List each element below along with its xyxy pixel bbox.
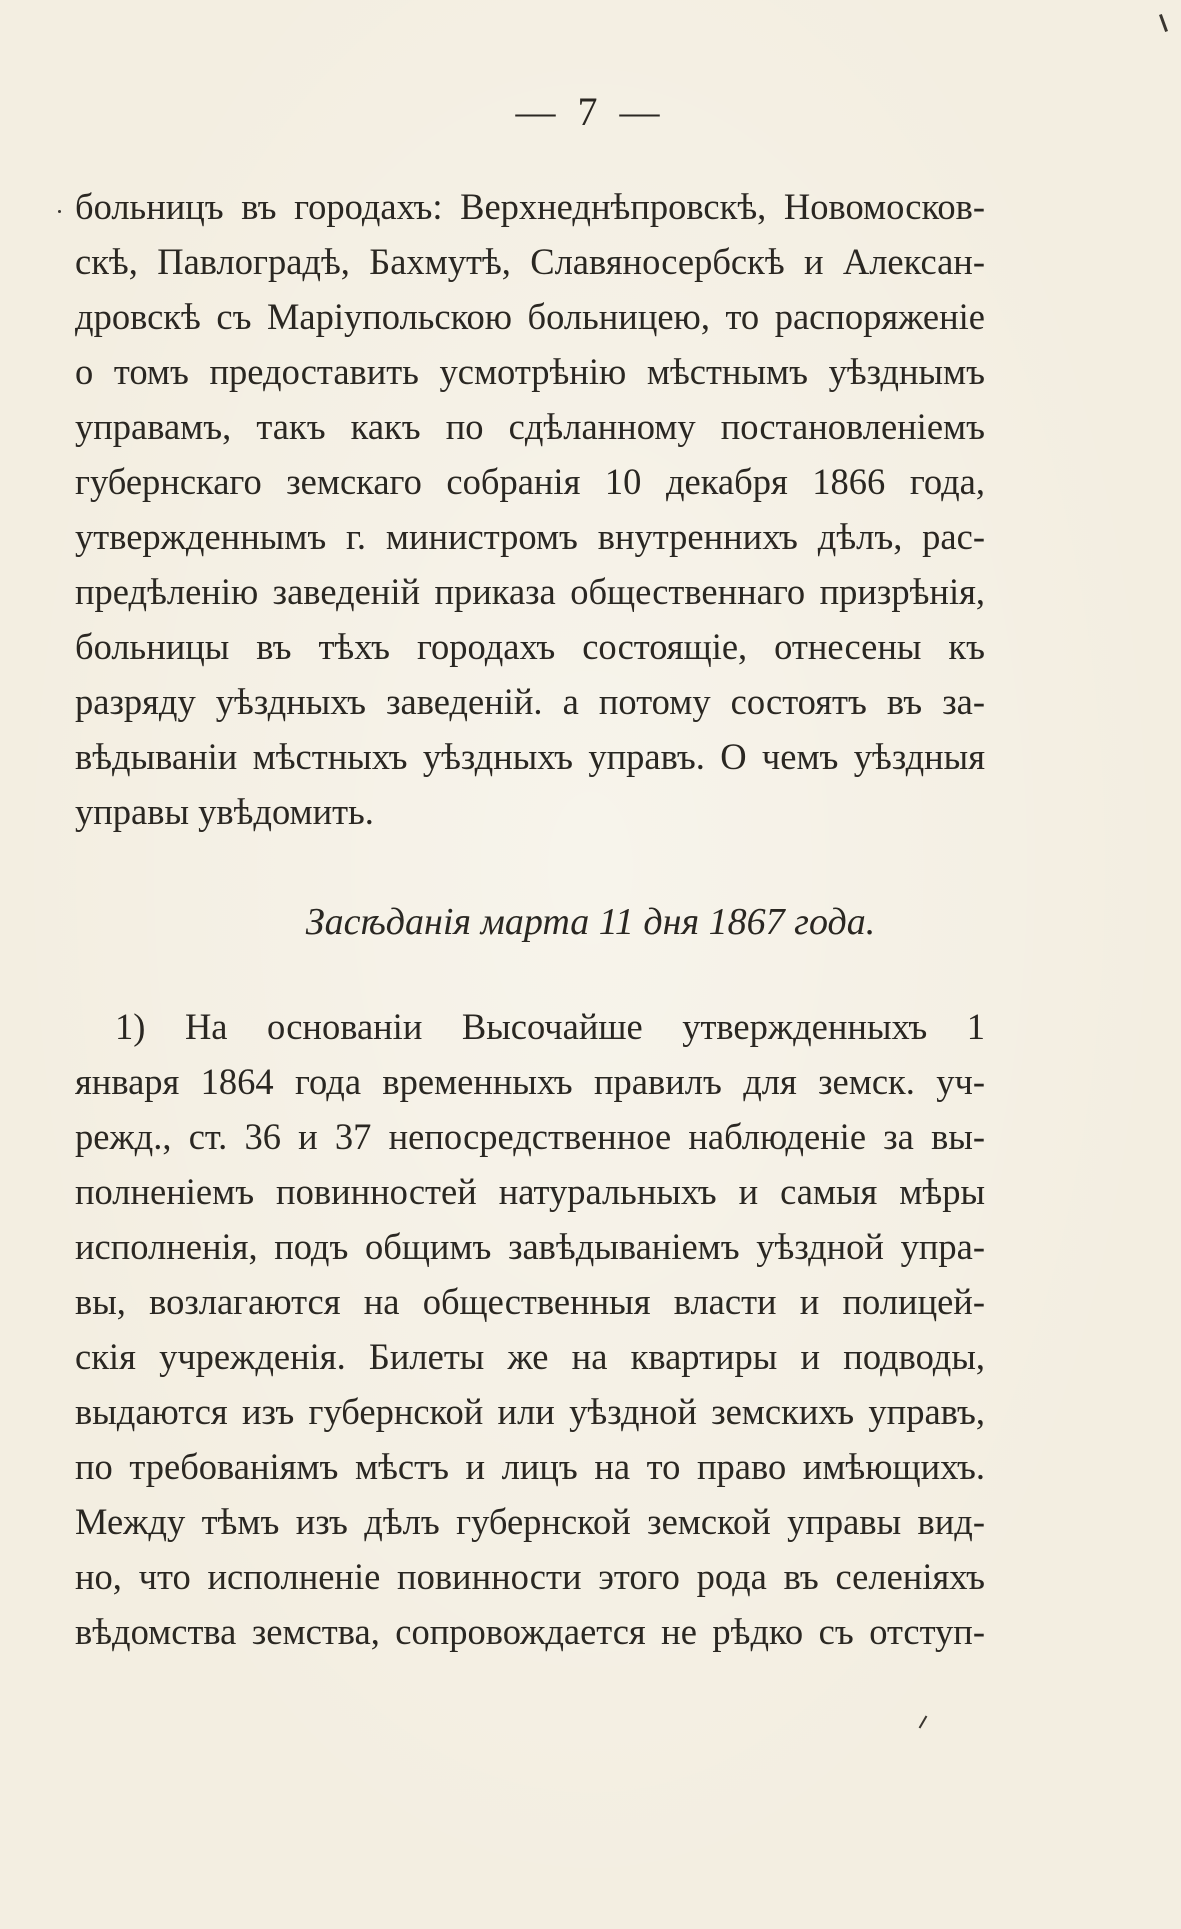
text-line: разряду уѣздныхъ заведеній. а потому состоятъ въ за- [75, 681, 985, 722]
session-heading: Засѣданія марта 11 дня 1867 года. [305, 901, 876, 943]
text-line: по требованіямъ мѣстъ и лицъ на то право имѣющихъ. [75, 1446, 985, 1487]
text-line: выдаются изъ губернской или уѣздной земскихъ управъ, [75, 1391, 985, 1432]
text-line: полненіемъ повинностей натуральныхъ и самыя мѣры [75, 1171, 985, 1212]
scan-mark [58, 210, 61, 213]
text-line: января 1864 года временныхъ правилъ для земск. уч- [75, 1061, 985, 1102]
text-line: больницъ въ городахъ: Верхнеднѣпровскѣ, Новомосков- [75, 186, 985, 227]
text-line: дровскѣ съ Маріупольскою больницею, то распоряженіе [75, 296, 985, 337]
text-line: утвержденнымъ г. министромъ внутреннихъ дѣлъ, рас- [75, 516, 985, 557]
scan-mark [1159, 14, 1168, 32]
text-line: исполненія, подъ общимъ завѣдываніемъ уѣздной упра- [75, 1226, 985, 1267]
text-line: вы, возлагаются на общественныя власти и полицей- [75, 1281, 985, 1322]
text-line: режд., ст. 36 и 37 непосредственное наблюденіе за вы- [75, 1116, 985, 1157]
text-line: управы увѣдомить. [75, 791, 374, 832]
scan-mark [919, 1715, 928, 1728]
text-line: скѣ, Павлоградѣ, Бахмутѣ, Славяносербскѣ и Алексан- [75, 241, 985, 282]
text-line: управамъ, такъ какъ по сдѣланному постановленіемъ [75, 406, 985, 447]
text-line: больницы въ тѣхъ городахъ состоящіе, отнесены къ [75, 626, 985, 667]
text-line: о томъ предоставить усмотрѣнію мѣстнымъ уѣзднымъ [75, 351, 985, 392]
text-line: скія учрежденія. Билеты же на квартиры и подводы, [75, 1336, 985, 1377]
text-line: но, что исполненіе повинности этого рода въ селеніяхъ [75, 1556, 985, 1597]
page-number: — 7 — [515, 89, 666, 134]
text-line: вѣдываніи мѣстныхъ уѣздныхъ управъ. О чемъ уѣздныя [75, 736, 985, 777]
text-line: вѣдомства земства, сопровождается не рѣдко съ отступ- [75, 1611, 985, 1652]
text-line: 1) На основаніи Высочайше утвержденныхъ 1 [115, 1006, 985, 1047]
text-line: губернскаго земскаго собранія 10 декабря 1866 года, [75, 461, 985, 502]
text-line: предѣленію заведеній приказа общественнаго призрѣнія, [75, 571, 985, 612]
text-line: Между тѣмъ изъ дѣлъ губернской земской управы вид- [75, 1501, 985, 1542]
